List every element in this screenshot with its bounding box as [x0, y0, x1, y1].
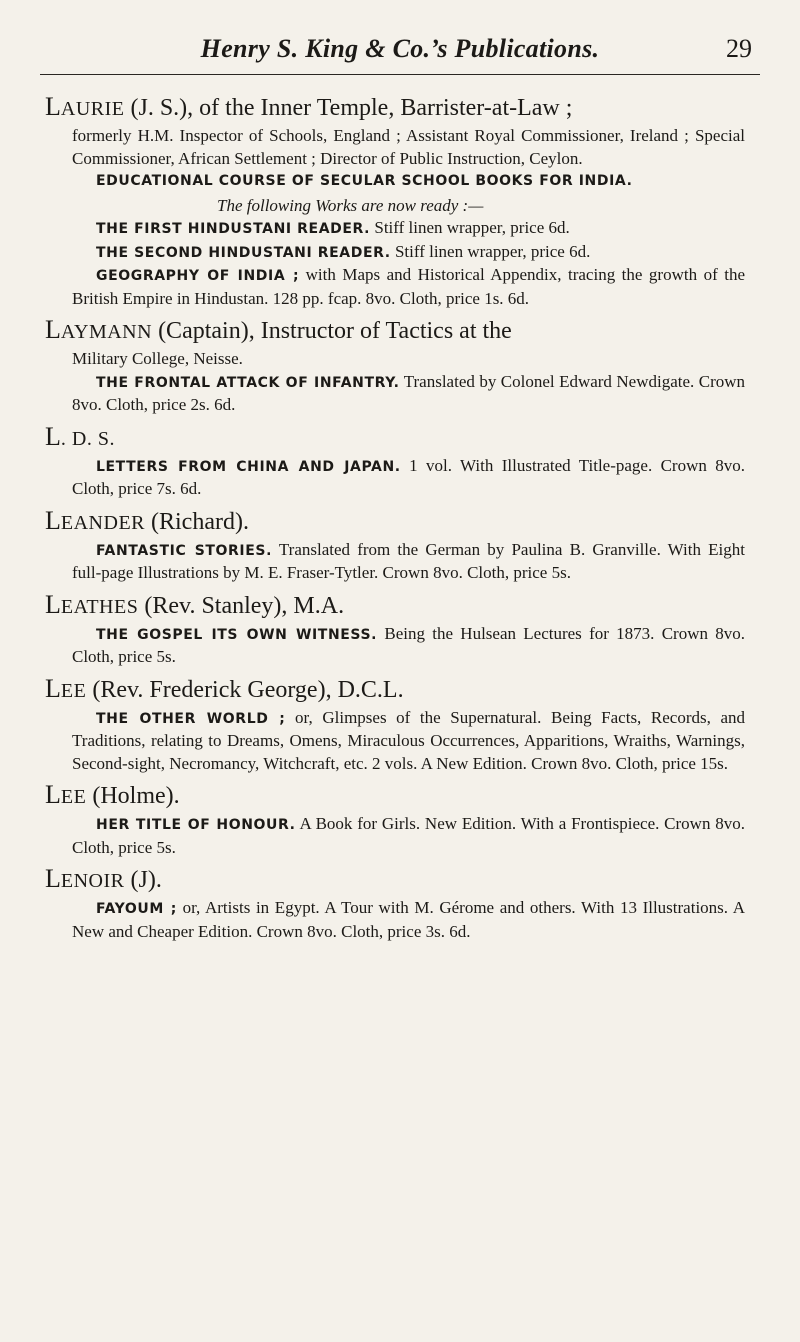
catalogue-entry [45, 505, 745, 585]
book-details: or, Artists in Egypt. A Tour with M. Gérome and others. With 13 Illustrations. A New and Cheaper Edition. Crown 8vo. Cloth, price 3s. 6d. [72, 898, 745, 941]
catalogue-entry [45, 91, 745, 310]
author-name: EE [60, 786, 87, 808]
book-title: THE SECOND HINDUSTANI READER. [96, 244, 391, 261]
page-number: 29 [726, 34, 752, 63]
book-details: Translated by Colonel Edward Newdigate. Crown 8vo. Cloth, price 2s. 6d. [72, 371, 746, 414]
catalogue-entry [45, 314, 745, 417]
author-name-initial: L [45, 673, 61, 703]
book-details: with Maps and Historical Appendix, tracing the growth of the British Empire in Hindustan. 128 pp. fcap. 8vo. Cloth, price 1s. 6d. [72, 265, 745, 308]
book-details: 1 vol. With Illustrated Title-page. Crown 8vo. Cloth, price 7s. 6d. [72, 455, 745, 498]
book-title: HER TITLE OF HONOUR. [96, 817, 296, 833]
book-listing [45, 217, 745, 241]
author-name: EATHES [60, 595, 139, 618]
author-name-initial: L [45, 92, 61, 121]
catalogue-entry [45, 589, 745, 669]
author-bio: Military College, Neisse. [72, 349, 243, 368]
book-listing [45, 813, 745, 859]
book-listing [45, 897, 745, 943]
series-title: EDUCATIONAL COURSE OF SECULAR SCHOOL BOOKS FOR INDIA. [96, 173, 633, 189]
author-bio: formerly H.M. Inspector of Schools, England ; Assistant Royal Commissioner, Ireland ; Special Commissioner, African Settlement ; Director of Public Instruction, Ceylon. [72, 126, 745, 168]
catalogue-entry [45, 673, 745, 776]
author-name: EANDER [60, 511, 145, 534]
author-heading [45, 421, 745, 455]
book-title: LETTERS FROM CHINA AND JAPAN. [96, 458, 401, 475]
author-description: (J). [124, 867, 162, 893]
author-description: (Rev. Frederick George), D.C.L. [86, 676, 404, 703]
author-name: AYMANN [60, 321, 153, 343]
book-listing [45, 455, 745, 501]
author-heading [45, 505, 745, 539]
book-title: THE FRONTAL ATTACK OF INFANTRY. [96, 374, 400, 391]
author-description: (J. S.), of the Inner Temple, Barrister-at-Law ; [124, 95, 573, 121]
catalogue-content [45, 87, 745, 945]
catalogue-entry [45, 863, 745, 943]
running-title: Henry S. King & Co.’s Publications. [200, 34, 600, 63]
book-title: FANTASTIC STORIES. [96, 542, 273, 559]
book-title: THE OTHER WORLD ; [96, 710, 286, 727]
book-title: THE FIRST HINDUSTANI READER. [96, 221, 371, 237]
author-name-initial: L [45, 589, 61, 619]
author-name: ENOIR [60, 870, 125, 892]
author-description: (Captain), Instructor of Tactics at the [152, 318, 512, 344]
author-heading [45, 91, 745, 125]
author-name-initial: L [45, 315, 61, 344]
catalogue-entry [45, 421, 745, 501]
author-name: . D. S. [60, 427, 115, 450]
book-details: or, Glimpses of the Supernatural. Being Facts, Records, and Traditions, relating to Dreams, Omens, Miraculous Occurrences, Apparitions, Wraiths, Warnings, Second-sight, Necromancy, Witchcraft, etc. 2 vols. A New Edition. Crown 8vo. Cloth, price 15s. [72, 707, 745, 773]
book-details: Stiff linen wrapper, price 6d. [390, 241, 591, 261]
author-heading [45, 589, 745, 623]
book-details: Stiff linen wrapper, price 6d. [370, 218, 570, 237]
author-description: (Richard). [145, 508, 249, 535]
author-heading [45, 673, 745, 707]
book-details: Being the Hulsean Lectures for 1873. Crown 8vo. Cloth, price 5s. [72, 623, 745, 666]
author-name: AURIE [60, 98, 125, 120]
author-name: EE [60, 679, 87, 702]
author-heading [45, 314, 745, 348]
author-name-initial: L [45, 421, 61, 451]
author-name-initial: L [45, 780, 61, 809]
author-name-initial: L [45, 505, 61, 535]
book-listing [45, 539, 745, 585]
author-description: (Holme). [86, 783, 180, 809]
book-details: Translated from the German by Paulina B. Granville. With Eight full-page Illustrations by M. E. Fraser-Tytler. Crown 8vo. Cloth, price 5s. [72, 539, 745, 582]
series-note: The following Works are now ready :— [217, 195, 484, 215]
catalogue-entry [45, 779, 745, 859]
book-title: GEOGRAPHY OF INDIA ; [96, 268, 300, 284]
author-heading [45, 863, 745, 897]
book-title: THE GOSPEL ITS OWN WITNESS. [96, 626, 378, 643]
book-listing [45, 264, 745, 310]
book-details: A Book for Girls. New Edition. With a Frontispiece. Crown 8vo. Cloth, price 5s. [72, 814, 746, 857]
book-listing [45, 241, 745, 265]
author-name-initial: L [45, 864, 61, 893]
author-description: (Rev. Stanley), M.A. [138, 592, 345, 619]
book-listing [45, 371, 745, 417]
author-heading [45, 779, 745, 813]
book-listing [45, 707, 745, 776]
running-header [40, 30, 760, 75]
book-listing [45, 623, 745, 669]
book-title: FAYOUM ; [96, 901, 177, 917]
